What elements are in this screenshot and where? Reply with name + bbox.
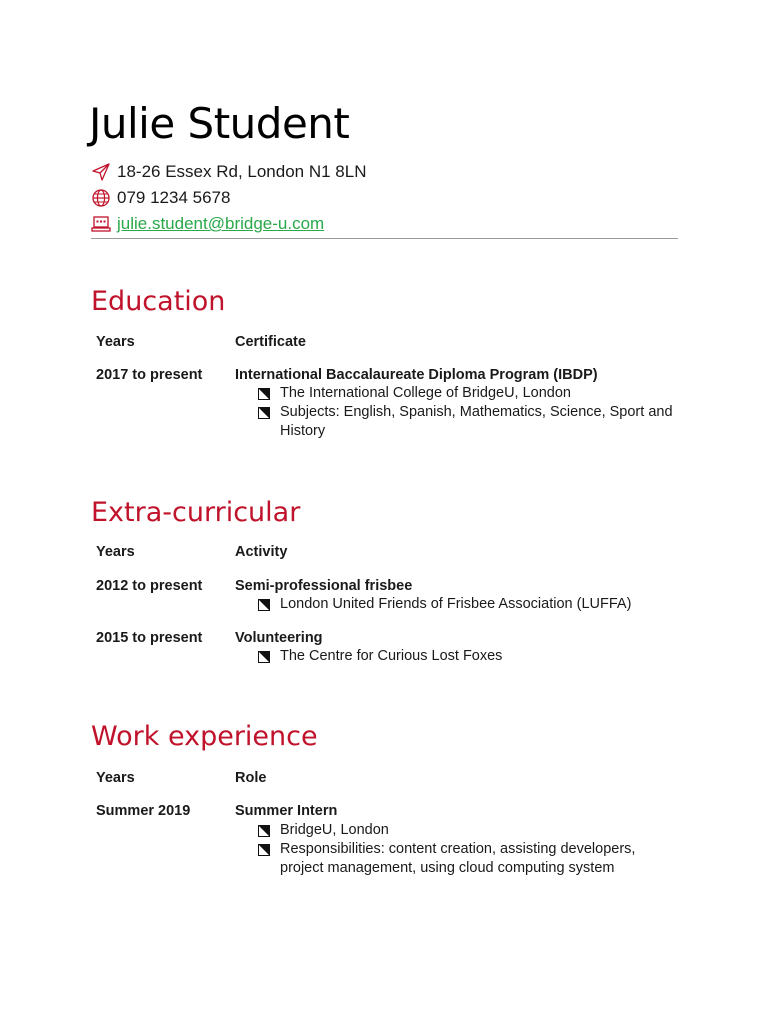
education-entry-years: 2017 to present [96,367,203,383]
email-link[interactable]: julie.student@bridge-u.com [117,214,325,233]
education-entry-bullets [257,384,677,441]
bullet-icon [258,825,270,837]
work-entry-title: Summer Intern [235,803,338,819]
phone-text: 079 1234 5678 [117,188,231,207]
address-row [91,160,367,184]
bullet-icon [258,844,270,856]
list-item: Responsibilities: content creation, assisting developers, project management, using cloud computing system [257,840,677,878]
resume-page [91,0,678,1024]
bullet-icon [258,407,270,419]
extracurricular-years-header: Years [96,544,135,560]
work-years-header: Years [96,770,135,786]
list-item: The International College of BridgeU, London [257,384,677,403]
work-experience-heading: Work experience [91,721,318,752]
bullet-icon [258,388,270,400]
extracurricular-entry-years: 2012 to present [96,578,203,594]
list-item: Subjects: English, Spanish, Mathematics, Science, Sport and History [257,403,677,441]
header-divider [91,238,678,239]
extracurricular-entry-bullets [257,647,677,666]
extracurricular-entry-title: Volunteering [235,630,323,646]
globe-icon [91,188,111,208]
phone-row [91,186,230,210]
bullet-icon [258,651,270,663]
extracurricular-entry-bullets [257,595,677,614]
paper-plane-icon [91,162,111,182]
laptop-icon [91,214,111,234]
extracurricular-entry-title: Semi-professional frisbee [235,578,413,594]
candidate-name: Julie Student [89,99,350,148]
education-entry-title: International Baccalaureate Diploma Program (IBDP) [235,367,598,383]
address-text: 18-26 Essex Rd, London N1 8LN [117,162,367,181]
work-entry-years: Summer 2019 [96,803,191,819]
education-years-header: Years [96,334,135,350]
extracurricular-heading: Extra-curricular [91,497,301,528]
email-row [91,212,324,236]
education-heading: Education [91,286,226,317]
extracurricular-activity-header: Activity [235,544,288,560]
list-item: London United Friends of Frisbee Association (LUFFA) [257,595,677,614]
education-certificate-header: Certificate [235,334,306,350]
work-role-header: Role [235,770,267,786]
list-item: The Centre for Curious Lost Foxes [257,647,677,666]
work-entry-bullets [257,821,677,878]
bullet-icon [258,599,270,611]
extracurricular-entry-years: 2015 to present [96,630,203,646]
list-item: BridgeU, London [257,821,677,840]
